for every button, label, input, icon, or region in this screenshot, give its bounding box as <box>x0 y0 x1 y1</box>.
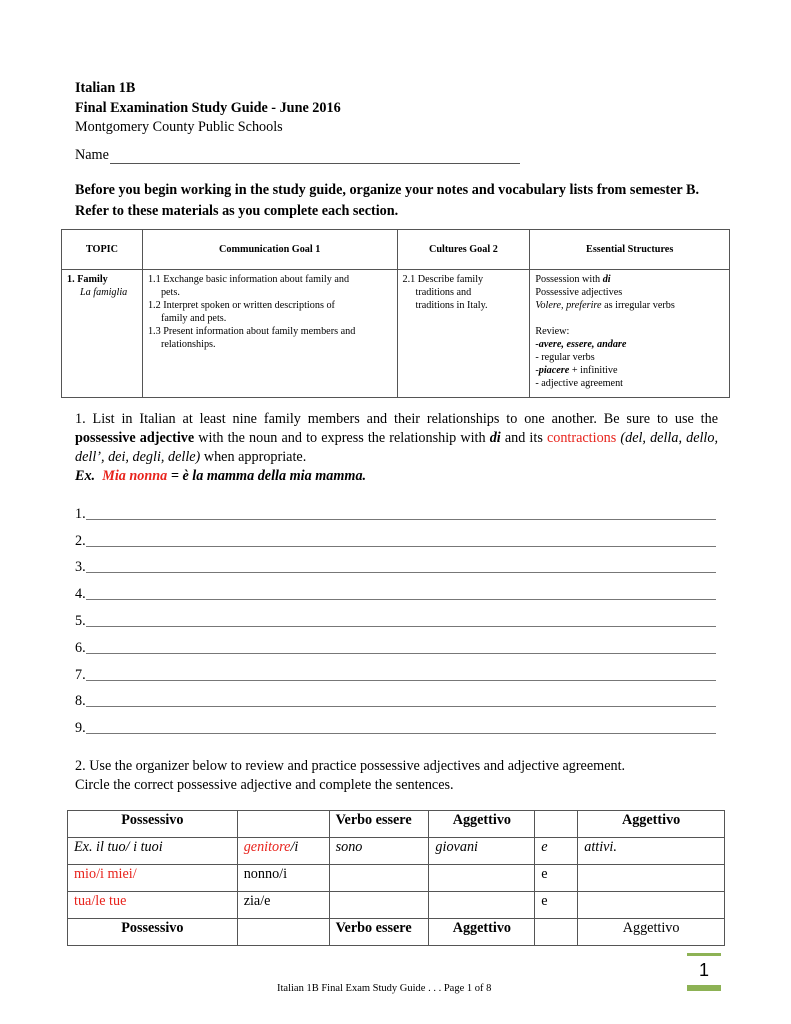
goals-header-cultures: Cultures Goal 2 <box>397 230 530 270</box>
review-item: - adjective agreement <box>535 378 624 389</box>
structure-possessive-adj: Possessive adjectives <box>535 287 623 298</box>
answer-line[interactable]: 4. <box>75 576 716 603</box>
review-label: Review: <box>535 326 570 337</box>
page-accent-bar <box>687 953 721 956</box>
structure-possession: Possession with di <box>535 274 611 285</box>
review-item: - regular verbs <box>535 352 595 363</box>
goals-header-communication: Communication Goal 1 <box>142 230 397 270</box>
answer-cell[interactable] <box>578 865 725 892</box>
topic-title: 1. Family <box>67 274 108 285</box>
answer-cell[interactable] <box>429 865 535 892</box>
course-title: Italian 1B <box>75 80 136 96</box>
possessive-choice[interactable]: mio/i miei/ <box>68 865 238 892</box>
answer-line[interactable]: 1. <box>75 496 716 523</box>
goal-1-1: 1.1 Exchange basic information about family and <box>147 274 350 285</box>
name-label: Name <box>75 147 109 163</box>
organizer-header-row: Possessivo Verbo essere Aggettivo Aggettivo <box>68 811 725 838</box>
name-field[interactable] <box>75 147 520 164</box>
exam-title: Final Examination Study Guide - June 2016 <box>75 99 341 116</box>
instructions-intro: Before you begin working in the study guide, organize your notes and vocabulary lists from semester B. Refer to these materials as you complete each section. <box>75 182 699 219</box>
name-blank-line[interactable] <box>110 149 520 164</box>
question-1-prompt: 1. List in Italian at least nine family members and their relationships to one another. Be sure to use the possessive adjective with the noun and to express the relationship with di and its contractions (del, della, dello, dell’, dei, degli, delle) when appropriate. Ex. Mia nonna = è la mamma della mia mamma. <box>75 411 719 484</box>
answer-line[interactable]: 8. <box>75 684 716 711</box>
answer-cell[interactable] <box>578 892 725 919</box>
review-item: -piacere + infinitive <box>535 365 618 376</box>
answer-cell[interactable] <box>429 892 535 919</box>
document-header <box>75 79 341 138</box>
organizer-row: mio/i miei/ nonno/i e <box>68 865 725 892</box>
answer-line[interactable]: 6. <box>75 630 716 657</box>
structures-cell <box>530 270 730 398</box>
structure-volere: Volere, preferire as irregular verbs <box>535 300 675 311</box>
question-1-example: Ex. Mia nonna = è la mamma della mia mamma. <box>75 468 367 484</box>
organizer-row: tua/le tue zia/e e <box>68 892 725 919</box>
answer-line[interactable]: 2. <box>75 523 716 550</box>
answer-cell[interactable] <box>329 892 429 919</box>
organizer-footer-row: Possessivo Verbo essere Aggettivo Aggettivo <box>68 919 725 946</box>
communication-cell: 1.1 Exchange basic information about family and pets. 1.2 Interpret spoken or written descriptions of family and pets. 1.3 Present information about family members and relationships. <box>142 270 397 398</box>
question-2-prompt: 2. Use the organizer below to review and practice possessive adjectives and adjective agreement. Circle the correct possessive adjective and complete the sentences. <box>75 758 626 793</box>
district-name: Montgomery County Public Schools <box>75 119 283 135</box>
topic-subtitle: La famiglia <box>80 287 128 298</box>
topic-cell <box>62 270 143 398</box>
possessive-organizer-table <box>67 810 725 946</box>
goal-2-1: 2.1 Describe family <box>402 274 484 285</box>
goals-table <box>61 229 730 398</box>
cultures-cell: 2.1 Describe family traditions and traditions in Italy. <box>397 270 530 398</box>
answer-line[interactable]: 9. <box>75 710 716 737</box>
goal-1-2: 1.2 Interpret spoken or written descriptions of <box>147 300 335 311</box>
goals-header-topic: TOPIC <box>62 230 143 270</box>
answer-line[interactable]: 5. <box>75 603 716 630</box>
page-number: 1 <box>698 960 709 980</box>
page-footer: Italian 1B Final Exam Study Guide . . . Page 1 of 8 <box>277 983 492 994</box>
page-accent-bar <box>687 985 721 991</box>
answer-line[interactable]: 3. <box>75 550 716 577</box>
review-item: -avere, essere, andare <box>535 339 627 350</box>
answer-cell[interactable] <box>329 865 429 892</box>
organizer-example-row: Ex. il tuo/ i tuoi genitore/i sono giovani e attivi. <box>68 838 725 865</box>
goals-header-structures: Essential Structures <box>530 230 730 270</box>
possessive-choice[interactable]: tua/le tue <box>68 892 238 919</box>
answer-lines <box>75 496 716 737</box>
page-number-badge <box>687 953 721 991</box>
answer-line[interactable]: 7. <box>75 657 716 684</box>
goal-1-3: 1.3 Present information about family members and <box>147 326 356 337</box>
